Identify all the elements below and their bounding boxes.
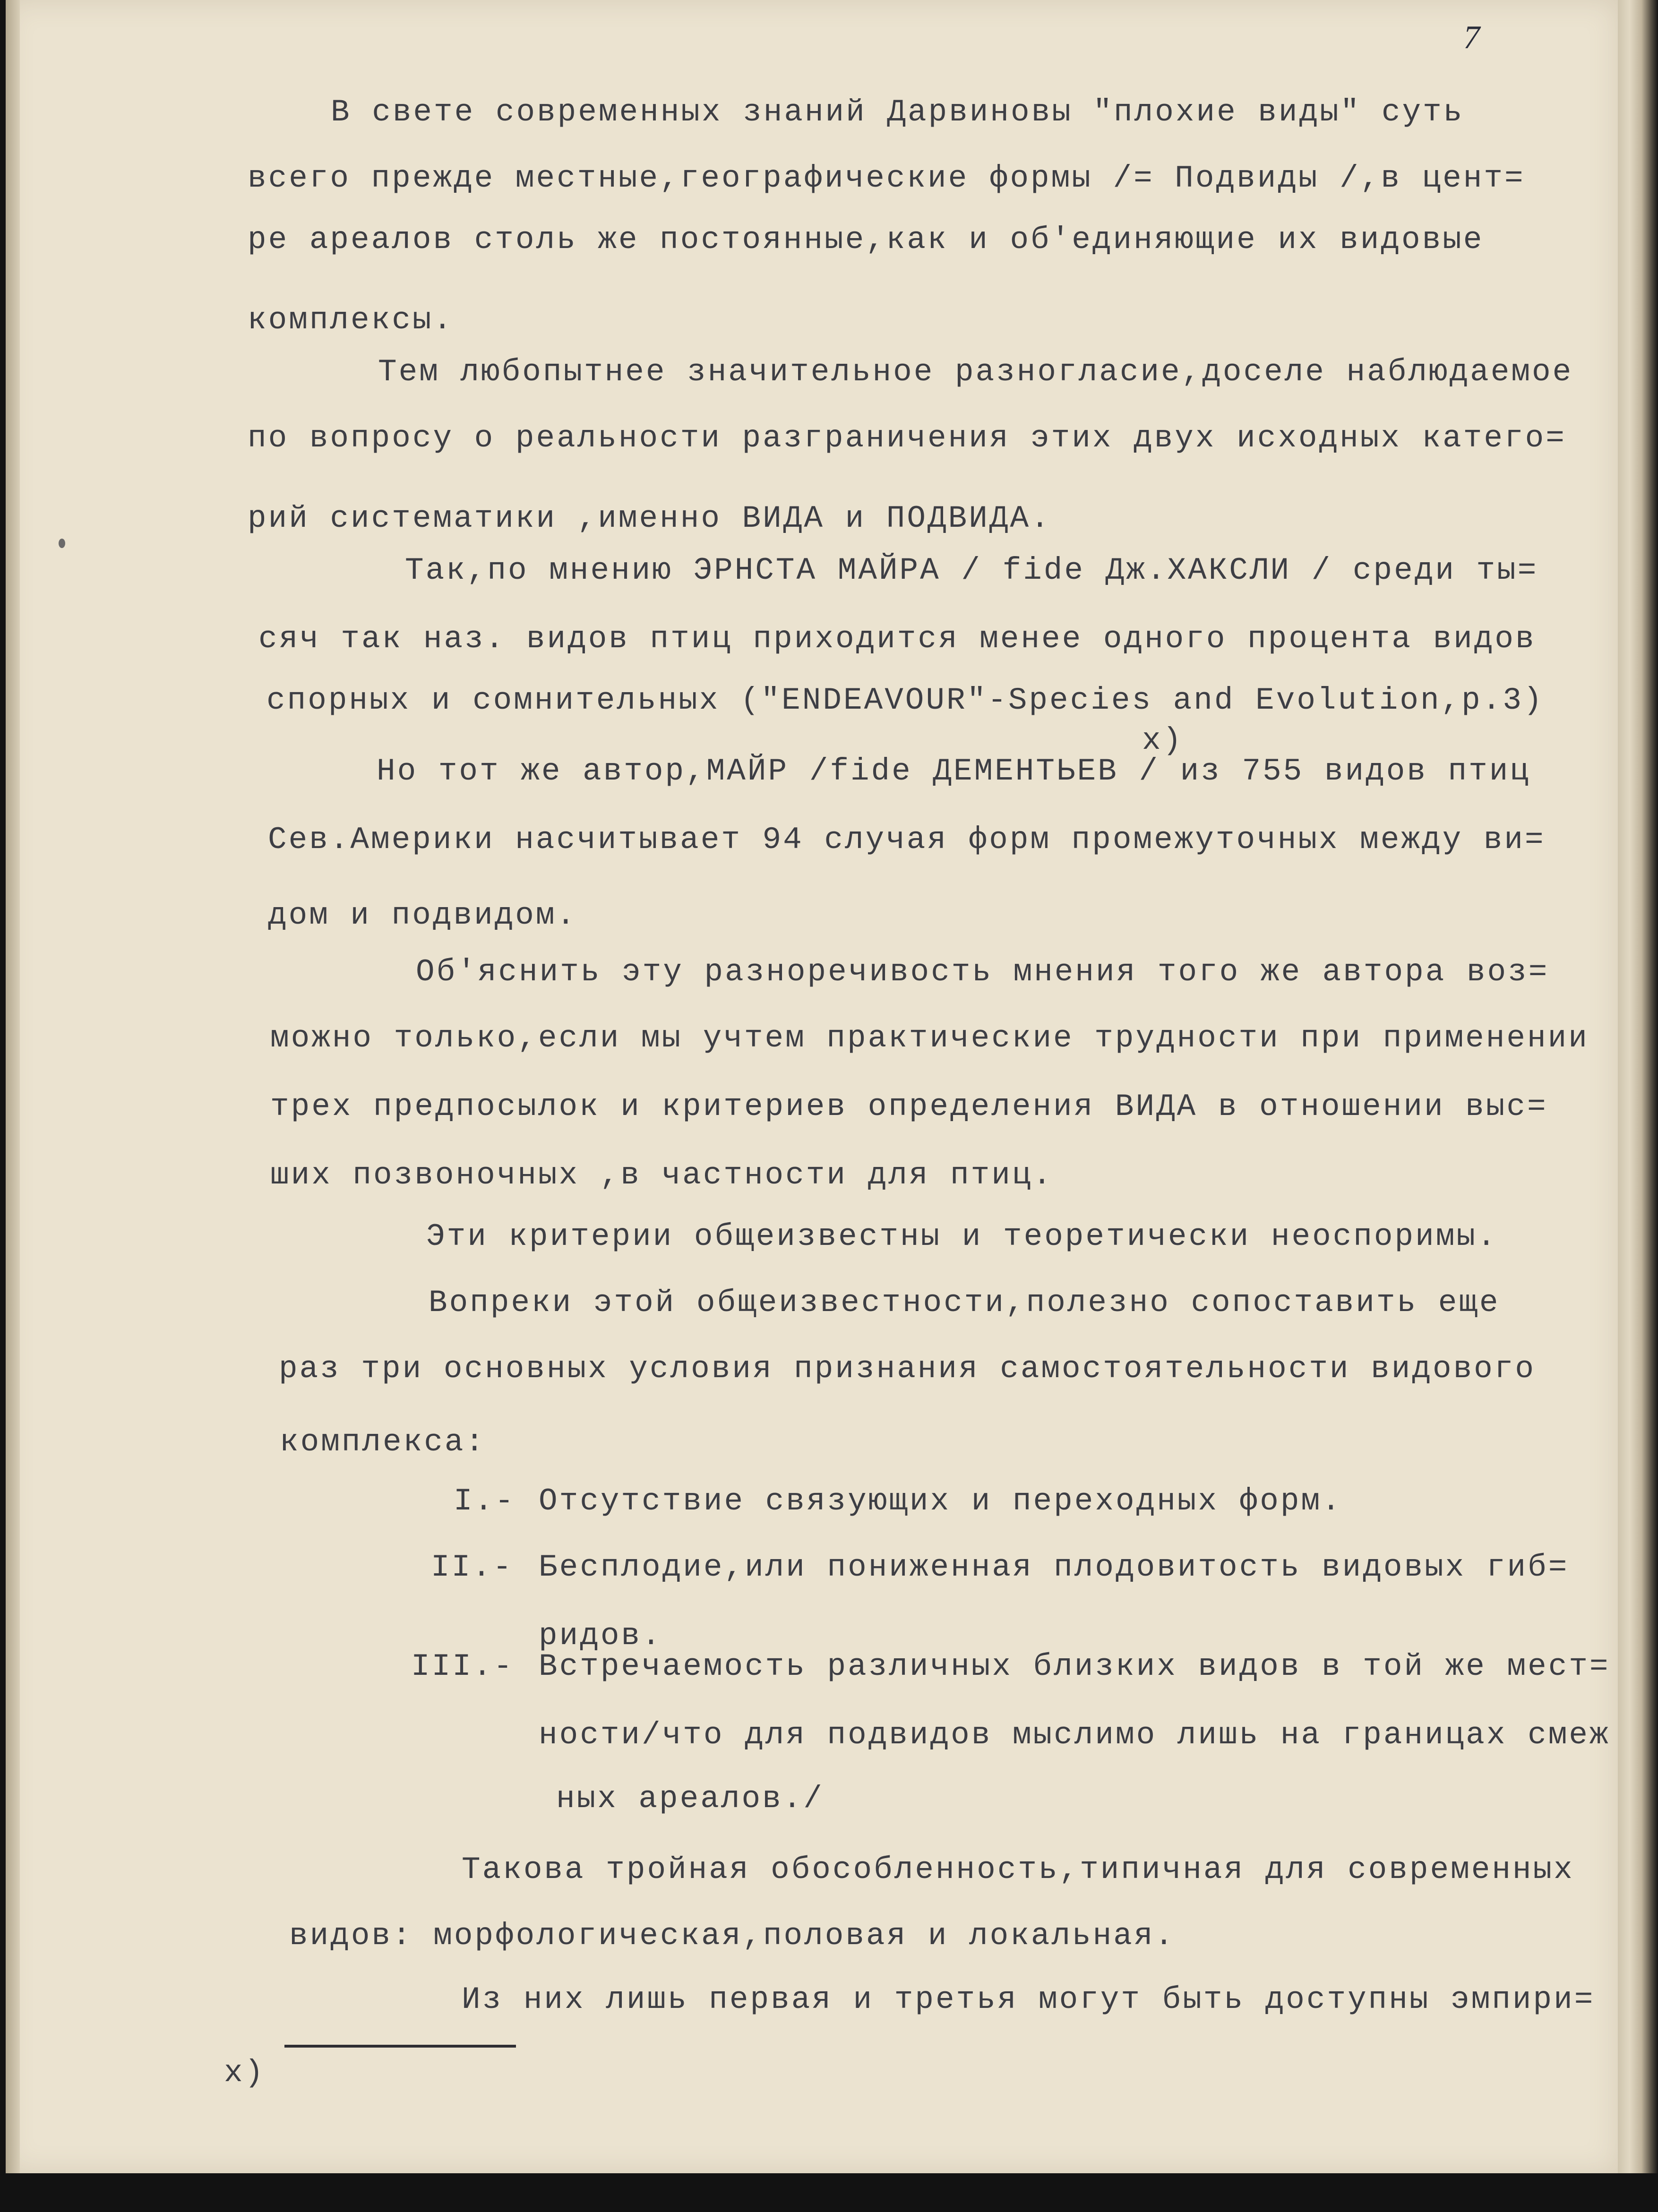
ink-blot: [59, 539, 65, 548]
list-item-text: Бесплодие,или пониженная плодовитость видовых гиб=: [539, 1550, 1569, 1585]
document-page: [6, 0, 1618, 2173]
background-bottom: [0, 2173, 1658, 2212]
list-item-text: Встречаемость различных близких видов в той же мест=: [539, 1649, 1610, 1684]
text-line: видов: морфологическая,половая и локальная.: [289, 1918, 1176, 1954]
text-line: ре ареалов столь же постоянные,как и об'единяющие их видовые: [248, 222, 1484, 257]
text-line: Но тот же автор,МАЙР /fide ДЕМЕНТЬЕВ / из 755 видов птиц: [377, 754, 1530, 789]
list-item-text: Отсутствие связующих и переходных форм.: [539, 1483, 1342, 1519]
text-line: спорных и сомнительных ("ENDEAVOUR"-Species and Evolution,p.3): [266, 683, 1544, 718]
text-line: комплекса:: [280, 1424, 486, 1460]
text-line: Об'яснить эту разноречивость мнения того же автора воз=: [416, 954, 1549, 990]
text-line: комплексы.: [248, 302, 454, 338]
text-line: Сев.Америки насчитывает 94 случая форм промежуточных между ви=: [268, 822, 1546, 857]
list-item-text: ности/что для подвидов мыслимо лишь на границах смеж: [539, 1717, 1610, 1753]
page-number: 7: [1463, 19, 1480, 56]
list-numeral: II.-: [431, 1550, 514, 1585]
text-line: трех предпосылок и критериев определения ВИДА в отношении выс=: [270, 1089, 1548, 1124]
text-line: Тем любопытнее значительное разногласие,доселе наблюдаемое: [378, 354, 1573, 390]
text-line: дом и подвидом.: [268, 898, 577, 933]
list-item-text: ридов.: [539, 1618, 662, 1654]
list-numeral: I.-: [454, 1483, 515, 1519]
footnote-reference: x): [1142, 723, 1184, 758]
text-line: Из них лишь первая и третья могут быть доступны эмпири=: [462, 1982, 1595, 2017]
text-line: всего прежде местные,географические формы /= Подвиды /,в цент=: [248, 161, 1525, 196]
footnote-marker: x): [224, 2055, 266, 2091]
text-line: сяч так наз. видов птиц приходится менее одного процента видов: [258, 621, 1536, 657]
text-line: Так,по мнению ЭРНСТА МАЙРА / fide Дж.ХАКСЛИ / среди ты=: [405, 553, 1538, 588]
text-line: ших позвоночных ,в частности для птиц.: [270, 1157, 1054, 1193]
list-item-text: ных ареалов./: [556, 1781, 824, 1817]
list-numeral: III.-: [411, 1649, 515, 1684]
text-line: раз три основных условия признания самостоятельности видового: [279, 1351, 1536, 1387]
text-line: Такова тройная обособленность,типичная для современных: [462, 1852, 1574, 1887]
text-line: Вопреки этой общеизвестности,полезно сопоставить еще: [429, 1285, 1500, 1320]
text-line: рий систематики ,именно ВИДА и ПОДВИДА.: [248, 501, 1051, 536]
text-line: В свете современных знаний Дарвиновы "плохие виды" суть: [331, 94, 1464, 130]
text-line: по вопросу о реальности разграничения этих двух исходных катего=: [248, 420, 1566, 456]
text-line: можно только,если мы учтем практические трудности при применении: [270, 1020, 1589, 1056]
stacked-pages-edge: [1618, 0, 1658, 2173]
page-left-edge: [6, 0, 20, 2173]
footnote-rule: [284, 2045, 516, 2048]
text-line: Эти критерии общеизвестны и теоретически неоспоримы.: [426, 1219, 1498, 1254]
